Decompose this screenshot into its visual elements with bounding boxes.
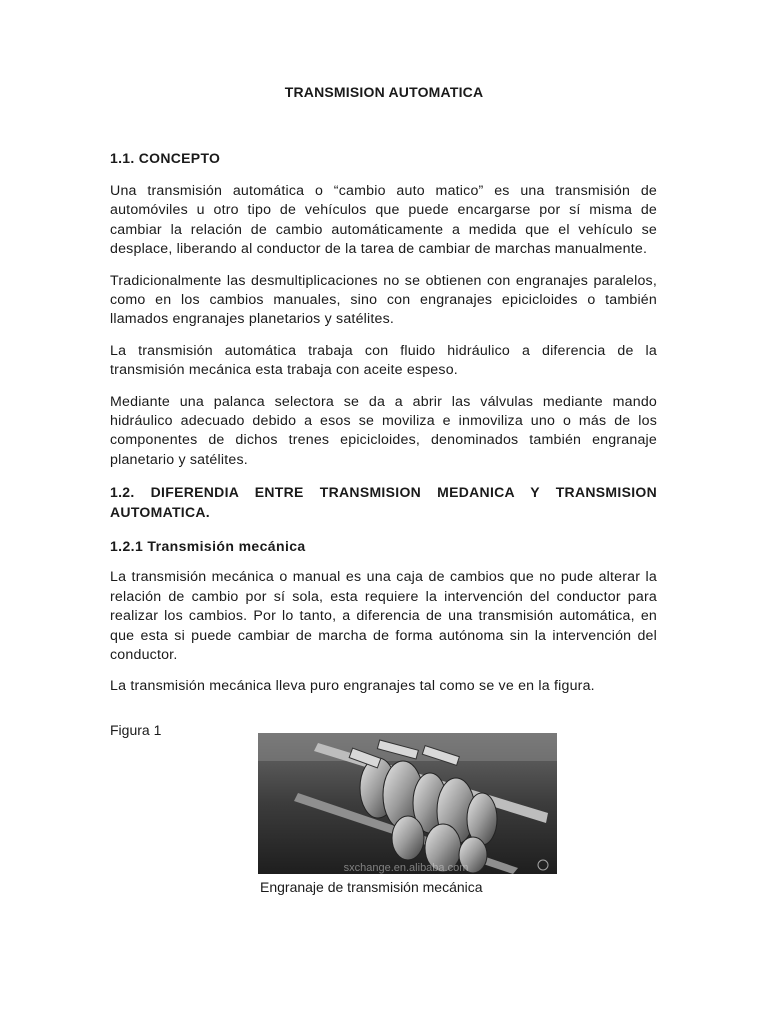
section-heading-diferencia: 1.2. DIFERENDIA ENTRE TRANSMISION MEDANICA Y TRANSMISION AUTOMATICA. xyxy=(110,484,657,521)
figure-label: Figura 1 xyxy=(110,722,162,738)
paragraph: Tradicionalmente las desmultiplicaciones no se obtienen con engranajes paralelos, como en los cambios manuales, sino con engranajes epicicloides o también llamados engranajes planetarios y satélites. xyxy=(110,272,657,328)
gearbox-illustration xyxy=(258,733,557,874)
gearbox-photo xyxy=(258,733,557,874)
subsection-heading-mecanica: 1.2.1 Transmisión mecánica xyxy=(110,538,306,555)
figure-caption: Engranaje de transmisión mecánica xyxy=(260,879,483,895)
watermark-text: sxchange.en.alibaba.com xyxy=(343,862,469,874)
document-title: TRANSMISION AUTOMATICA xyxy=(284,84,484,100)
paragraph: La transmisión mecánica o manual es una caja de cambios que no pude alterar la relación de cambio por sí sola, esta requiere la intervención del conductor para realizar los cambios. Por lo tanto, a diferencia de una transmisión automática, en que esta si puede cambiar de marcha de forma autónoma sin la intervención del conductor. xyxy=(110,569,657,663)
paragraph: Mediante una palanca selectora se da a abrir las válvulas mediante mando hidráulico adecuado debido a esos se moviliza e inmoviliza uno o más de los componentes de dichos trenes epicicloides, denominados también engranaje planetario y satélites. xyxy=(110,393,657,468)
paragraph: Una transmisión automática o “cambio auto matico” es una transmisión de automóviles u otro tipo de vehículos que puede encargarse por sí misma de cambiar la relación de cambio automáticamente a medida que el vehículo se desplace, liberando al conductor de la tarea de cambiar de marchas manualmente. xyxy=(110,183,657,258)
section-heading-concepto: 1.1. CONCEPTO xyxy=(110,150,221,166)
paragraph: La transmisión mecánica lleva puro engranajes tal como se ve en la figura. xyxy=(110,678,595,695)
paragraph: La transmisión automática trabaja con fluido hidráulico a diferencia de la transmisión mecánica esta trabaja con aceite espeso. xyxy=(110,342,657,379)
document-body xyxy=(110,148,657,709)
